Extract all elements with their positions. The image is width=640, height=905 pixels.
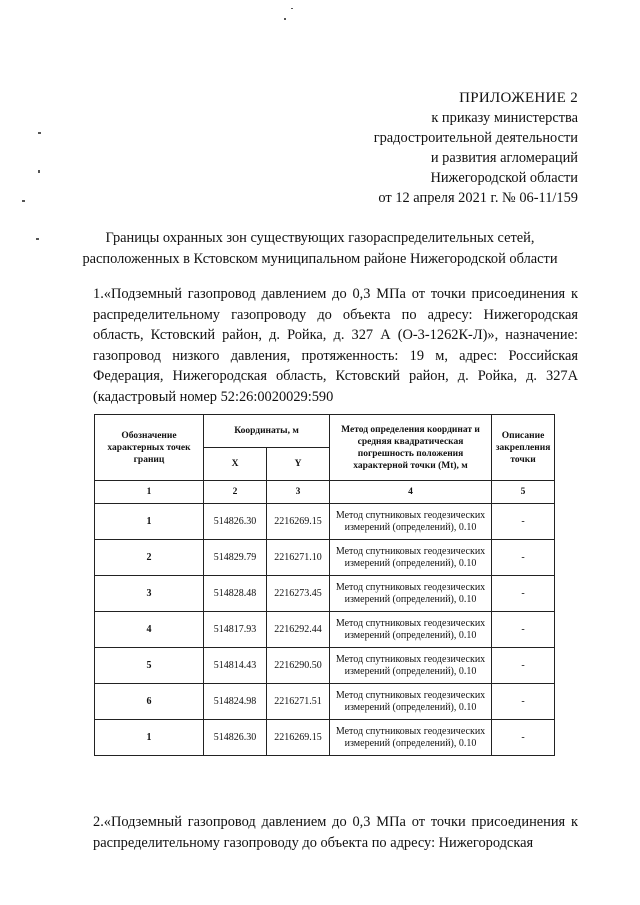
title-line-2: расположенных в Кстовском муниципальном районе Нижегородской области — [82, 251, 558, 267]
point-cell: 3 — [95, 576, 204, 612]
description-cell: - — [492, 648, 555, 684]
table-row — [95, 540, 555, 576]
title-line-1: Границы охранных зон существующих газораспределительных сетей, — [105, 230, 535, 246]
description-cell: - — [492, 720, 555, 756]
point-cell: 1 — [95, 504, 204, 540]
table-row — [95, 612, 555, 648]
method-cell: Метод спутниковых геодезических измерений (определений), 0.10 — [330, 612, 492, 648]
appendix-line: градостроительной деятельности — [373, 130, 578, 146]
method-cell: Метод спутниковых геодезических измерений (определений), 0.10 — [330, 504, 492, 540]
table-row — [95, 576, 555, 612]
method-cell: Метод спутниковых геодезических измерений (определений), 0.10 — [330, 684, 492, 720]
method-cell: Метод спутниковых геодезических измерений (определений), 0.10 — [330, 720, 492, 756]
x-cell: 514826.30 — [204, 720, 267, 756]
y-cell: 2216269.15 — [267, 720, 330, 756]
header-description: Описание закрепления точки — [492, 415, 555, 481]
column-number: 4 — [330, 481, 492, 504]
point-cell: 4 — [95, 612, 204, 648]
column-number: 3 — [267, 481, 330, 504]
method-cell: Метод спутниковых геодезических измерений (определений), 0.10 — [330, 540, 492, 576]
point-cell: 1 — [95, 720, 204, 756]
y-cell: 2216271.10 — [267, 540, 330, 576]
y-cell: 2216292.44 — [267, 612, 330, 648]
header-points: Обозначение характерных точек границ — [95, 415, 204, 481]
point-cell: 5 — [95, 648, 204, 684]
header-y: Y — [267, 448, 330, 481]
appendix-line: и развития агломераций — [430, 150, 578, 166]
x-cell: 514826.30 — [204, 504, 267, 540]
description-cell: - — [492, 684, 555, 720]
table-row — [95, 720, 555, 756]
y-cell: 2216271.51 — [267, 684, 330, 720]
y-cell: 2216269.15 — [267, 504, 330, 540]
table-row — [95, 504, 555, 540]
table-row — [95, 648, 555, 684]
x-cell: 514829.79 — [204, 540, 267, 576]
document-title — [62, 228, 578, 270]
appendix-header — [374, 88, 578, 208]
x-cell: 514824.98 — [204, 684, 267, 720]
appendix-title: ПРИЛОЖЕНИЕ 2 — [459, 90, 578, 106]
table-row — [95, 684, 555, 720]
header-method: Метод определения координат и средняя квадратическая погрешность положения характерной точки (Mt), м — [330, 415, 492, 481]
description-cell: - — [492, 540, 555, 576]
column-numbers-row — [95, 481, 555, 504]
scan-speck — [284, 18, 286, 20]
section-2-text: 2.«Подземный газопровод давлением до 0,3 МПа от точки присоединения к распределительному газопроводу до объекта по адресу: Нижегородская — [93, 814, 578, 851]
point-cell: 2 — [95, 540, 204, 576]
column-number: 2 — [204, 481, 267, 504]
appendix-line: от 12 апреля 2021 г. № 06-11/159 — [378, 190, 578, 206]
description-cell: - — [492, 576, 555, 612]
x-cell: 514828.48 — [204, 576, 267, 612]
description-cell: - — [492, 612, 555, 648]
scan-speck — [38, 170, 40, 173]
header-x: X — [204, 448, 267, 481]
coordinates-table — [94, 414, 555, 756]
point-cell: 6 — [95, 684, 204, 720]
x-cell: 514817.93 — [204, 612, 267, 648]
y-cell: 2216273.45 — [267, 576, 330, 612]
method-cell: Метод спутниковых геодезических измерений (определений), 0.10 — [330, 576, 492, 612]
x-cell: 514814.43 — [204, 648, 267, 684]
description-cell: - — [492, 504, 555, 540]
scan-speck — [36, 238, 39, 240]
column-number: 5 — [492, 481, 555, 504]
y-cell: 2216290.50 — [267, 648, 330, 684]
column-number: 1 — [95, 481, 204, 504]
scan-speck — [291, 8, 293, 9]
method-cell: Метод спутниковых геодезических измерений (определений), 0.10 — [330, 648, 492, 684]
scan-speck — [38, 132, 41, 134]
header-coordinates: Координаты, м — [204, 415, 330, 448]
section-1-text: 1.«Подземный газопровод давлением до 0,3 МПа от точки присоединения к распределительному газопроводу до объекта по адресу: Нижегородская область, Кстовский район, д. Ройка, д. 327 А (О-3-1262К-Л)», назначение: газопровод низкого давления, протяженность: 19 м, адрес: Российская Федерация, Нижегородская область, Кстовский район, д. Ройка, д. 327А (кадастровый номер 52:26:0020029:590 — [93, 286, 578, 405]
scan-speck — [22, 200, 25, 202]
appendix-line: к приказу министерства — [431, 110, 578, 126]
appendix-line: Нижегородской области — [430, 170, 578, 186]
